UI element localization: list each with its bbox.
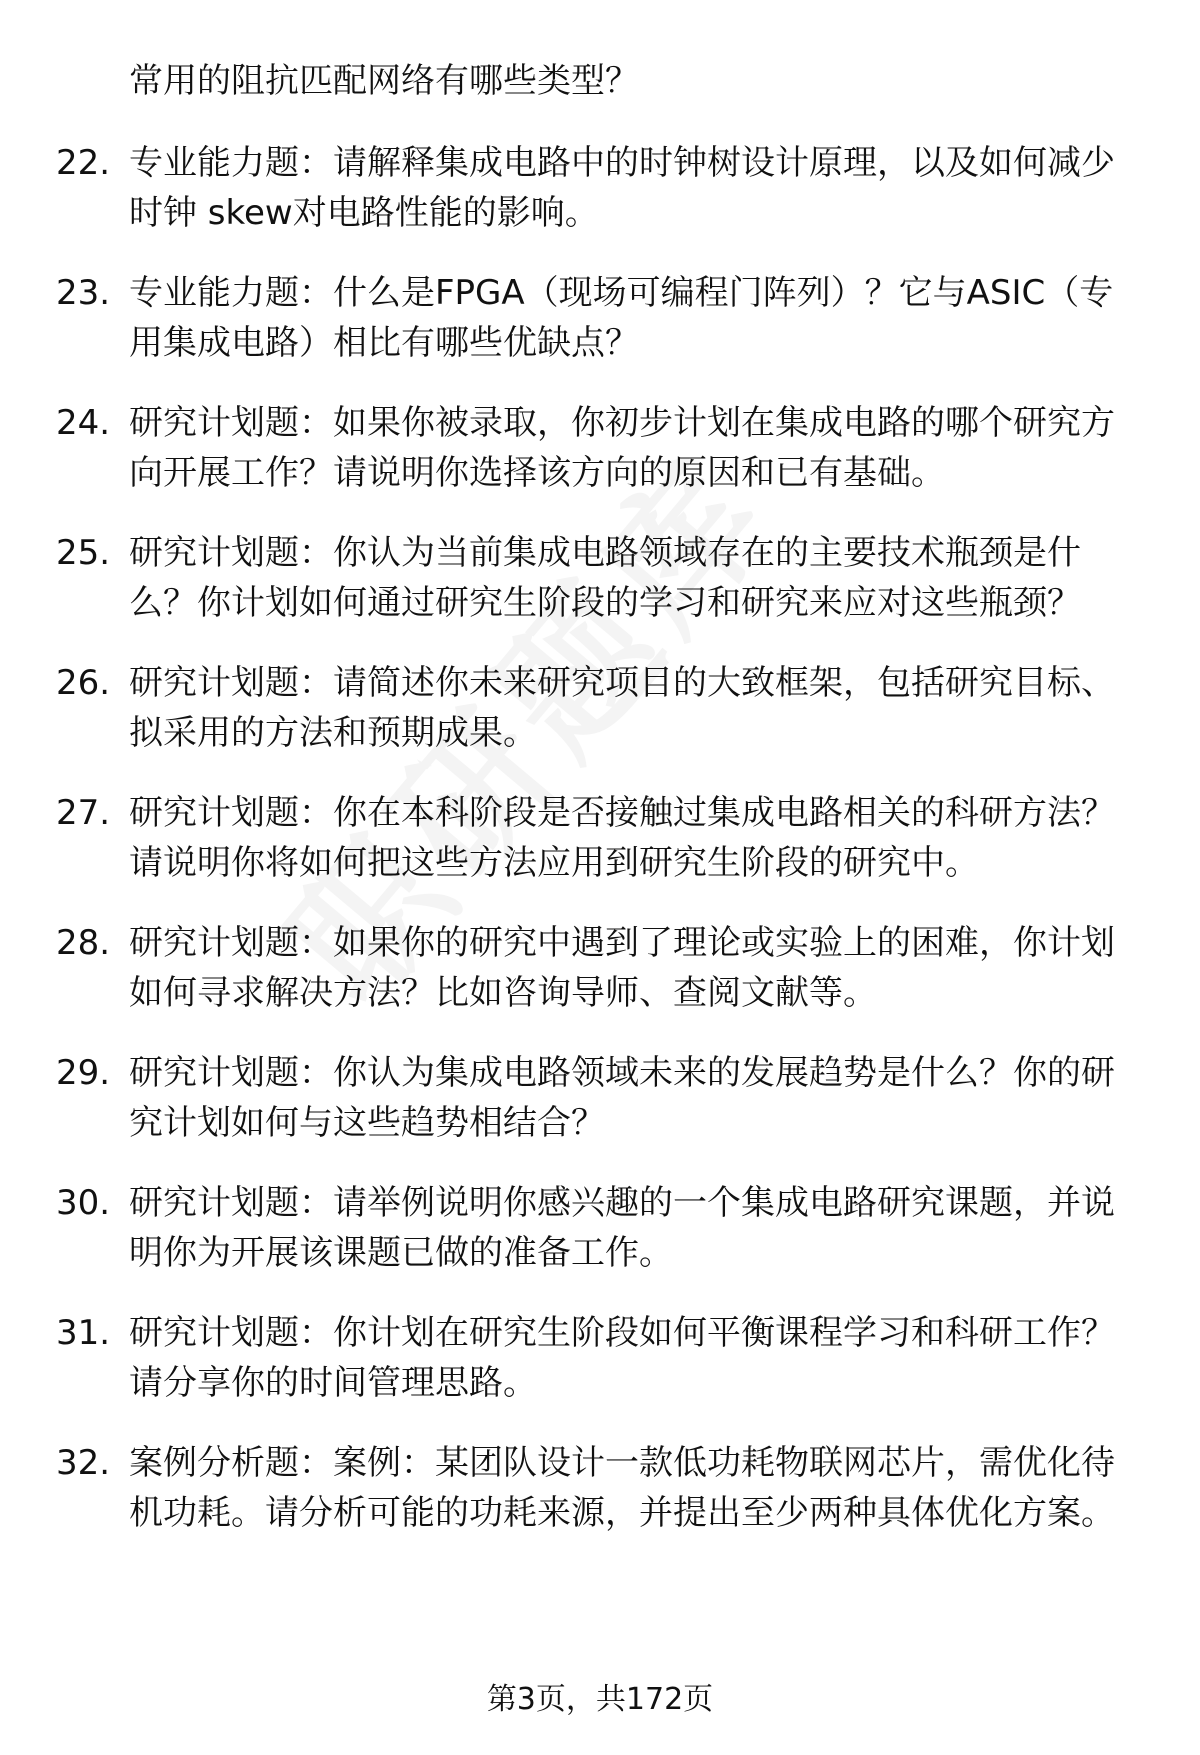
- question-list: [56, 138, 1140, 1538]
- question-item: [56, 268, 1140, 368]
- question-number: 32.: [56, 1443, 111, 1483]
- question-item: [56, 398, 1140, 498]
- question-number: 31.: [56, 1313, 111, 1353]
- question-item: [56, 1048, 1140, 1148]
- question-text: 案例分析题：案例：某团队设计一款低功耗物联网芯片，需优化待机功耗。请分析可能的功耗来源，并提出至少两种具体优化方案。: [129, 1443, 1115, 1533]
- question-item: [56, 1438, 1140, 1538]
- question-item: [56, 138, 1140, 238]
- question-number: 28.: [56, 923, 111, 963]
- question-item: [56, 1308, 1140, 1408]
- question-text: 专业能力题：请解释集成电路中的时钟树设计原理，以及如何减少时钟 skew对电路性能的影响。: [129, 143, 1115, 233]
- question-number: 29.: [56, 1053, 111, 1093]
- continued-question-text: 常用的阻抗匹配网络有哪些类型？: [129, 61, 639, 101]
- question-number: 25.: [56, 533, 111, 573]
- question-item: [56, 658, 1140, 758]
- question-item: [56, 528, 1140, 628]
- page-footer: 第3页，共172页: [486, 1682, 714, 1717]
- question-number: 24.: [56, 403, 111, 443]
- question-text: 研究计划题：你计划在研究生阶段如何平衡课程学习和科研工作？请分享你的时间管理思路。: [129, 1313, 1115, 1403]
- question-number: 27.: [56, 793, 111, 833]
- question-number: 23.: [56, 273, 111, 313]
- question-number: 22.: [56, 143, 111, 183]
- question-number: 30.: [56, 1183, 111, 1223]
- question-text: 研究计划题：你在本科阶段是否接触过集成电路相关的科研方法？请说明你将如何把这些方法应用到研究生阶段的研究中。: [129, 793, 1115, 883]
- question-text: 研究计划题：你认为集成电路领域未来的发展趋势是什么？你的研究计划如何与这些趋势相结合？: [129, 1053, 1115, 1143]
- question-text: 研究计划题：如果你被录取，你初步计划在集成电路的哪个研究方向开展工作？请说明你选择该方向的原因和已有基础。: [129, 403, 1115, 493]
- question-item: [56, 788, 1140, 888]
- question-text: 研究计划题：请举例说明你感兴趣的一个集成电路研究课题，并说明你为开展该课题已做的准备工作。: [129, 1183, 1115, 1273]
- question-item: [56, 918, 1140, 1018]
- question-text: 研究计划题：如果你的研究中遇到了理论或实验上的困难，你计划如何寻求解决方法？比如咨询导师、查阅文献等。: [129, 923, 1115, 1013]
- question-text: 研究计划题：你认为当前集成电路领域存在的主要技术瓶颈是什么？你计划如何通过研究生阶段的学习和研究来应对这些瓶颈？: [129, 533, 1081, 623]
- question-number: 26.: [56, 663, 111, 703]
- question-item: [56, 1178, 1140, 1278]
- question-text: 研究计划题：请简述你未来研究项目的大致框架，包括研究目标、拟采用的方法和预期成果。: [129, 663, 1115, 753]
- question-text: 专业能力题：什么是FPGA（现场可编程门阵列）？它与ASIC（专用集成电路）相比有哪些优缺点？: [129, 273, 1114, 363]
